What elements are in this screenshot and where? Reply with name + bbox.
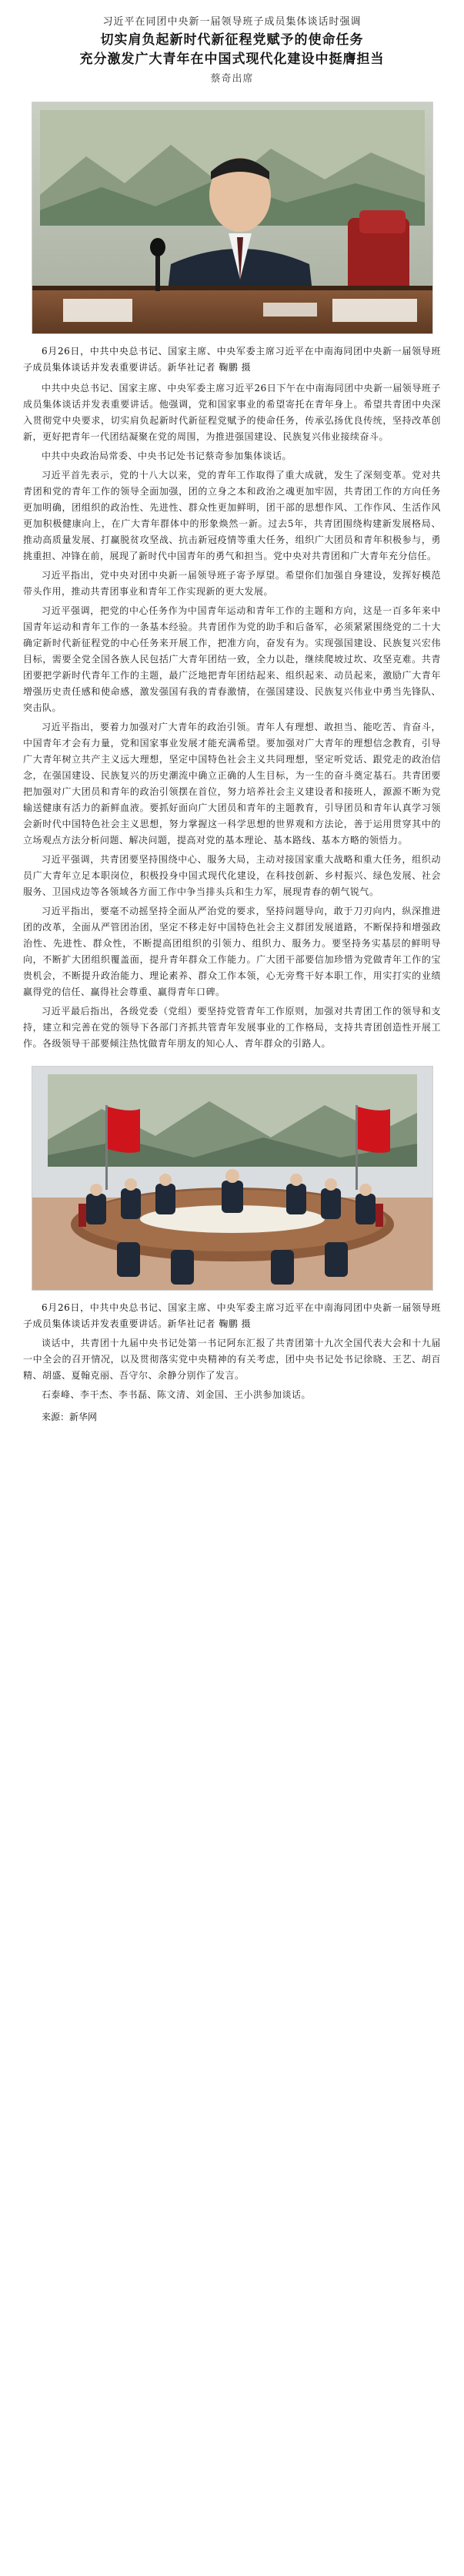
article-header	[18, 14, 446, 88]
paragraph-7: 习近平强调，共青团要坚持围绕中心、服务大局，主动对接国家重大战略和重大任务，组织动员广大青年立足本职岗位，积极投身中国式现代化建设，在科技创新、乡村振兴、绿色发展、社会服务、卫国戍边等各领域各方面工作中争当排头兵和生力军，展现青春的朝气锐气。	[23, 854, 441, 897]
paragraph-3: 习近平首先表示，党的十八大以来，党的青年工作取得了重大成就，发生了深刻变革。党对共青团和党的青年工作的领导全面加强，团的立身之本和政治之魂更加牢固，共青团工作的方向任务更加明确，团组织的政治性、先进性、群众性更加鲜明，团干部的思想作风、工作作风、生活作风更加积极健康向上，在广大青年群体中的形象焕然一新。过去5年，共青团围绕构建新发展格局、推动高质量发展、打赢脱贫攻坚战、抗击新冠疫情等重大任务，组织广大团员和青年积极参与，勇挑重担、冲锋在前，展现了新时代中国青年的勇气和担当。党中央对共青团和广大青年充分信任。	[23, 470, 441, 561]
article-dateline: 蔡奇出席	[210, 73, 254, 85]
photo-caption-2: 6月26日，中共中央总书记、国家主席、中央军委主席习近平在中南海同团中央新一届领导班子成员集体谈话并发表重要讲话。新华社记者 鞠鹏 摄	[23, 1302, 441, 1329]
speaker-photo-illustration	[32, 102, 432, 333]
speaker-photo	[32, 102, 433, 334]
closing-paragraph-2: 石泰峰、李干杰、李书磊、陈文清、刘金国、王小洪参加谈话。	[42, 1389, 312, 1400]
paragraph-5: 习近平强调，把党的中心任务作为中国青年运动和青年工作的主题和方向，这是一百多年来中国青年运动和青年工作的一条基本经验。共青团作为党的助手和后备军，必须紧紧围绕党的二十大确定新时代新征程党的中心任务来开展工作，把准方向，奋发有为。实现强国建设、民族复兴宏伟目标，需要全党全国各族人民包括广大青年团结一致，全力以赴，继续爬坡过坎、攻坚克难。共青团要把学新时代青年工作的主题，最广泛地把青年团结起来、组织起来、动员起来，激励广大青年增强历史责任感和使命感，激发强国有我的青春激情，在强国建设、民族复兴伟业中勇当先锋队、突击队。	[23, 605, 441, 713]
paragraph-6: 习近平指出，要着力加强对广大青年的政治引领。青年人有理想、敢担当、能吃苦、肯奋斗，中国青年才会有力量，党和国家事业发展才能充满希望。要加强对广大青年的理想信念教育，引导广大青年树立共产主义远大理想，坚定中国特色社会主义共同理想，坚定听党话、跟党走的政治信念，在强国建设、民族复兴的历史潮流中确立正确的人生目标，为一生的奋斗奠定基石。共青团要把加强对广大团员和青年的政治引领摆在首位，努力培养社会主义建设者和接班人，源源不断为党输送健康有活力的新鲜血液。要抓好面向广大团员和青年的主题教育，引导团员和青年认真学习领会新时代中国特色社会主义思想，努力掌握这一科学思想的世界观和方法论，善于运用贯穿其中的立场观点方法分析问题、解决问题，提高对党的基本理论、基本路线、基本方略的领悟力。	[23, 722, 441, 846]
paragraph-8: 习近平指出，要毫不动摇坚持全面从严治党的要求，坚持问题导向，敢于刀刃向内，纵深推进团的改革，全面从严管团治团，坚定不移走好中国特色社会主义群团发展道路，不断保持和增强政治性、先进性、群众性，不断提高团组织的引领力、组织力、服务力。要坚持务实基层的鲜明导向，不断扩大团组织覆盖面，提升青年群众工作能力。广大团干部要信加珍惜为党做青年工作的宝贵机会，不断提升政治能力、理论素养、群众工作本领，心无旁骛干好本职工作，用实打实的业绩赢得党的信任、赢得社会尊重、赢得青年口碑。	[23, 906, 441, 997]
article-source: 来源：新华网	[42, 1412, 98, 1422]
photo-caption-1: 6月26日，中共中央总书记、国家主席、中央军委主席习近平在中南海同团中央新一届领导班子成员集体谈话并发表重要讲话。新华社记者 鞠鹏 摄	[23, 346, 441, 373]
closing-paragraph-1: 谈话中，共青团十九届中央书记处第一书记阿东汇报了共青团第十九次全国代表大会和十九届一中全会的召开情况，以及贯彻落实党中央精神的有关考虑，团中央书记处书记徐晓、王艺、胡百精、胡盛、夏翰克丽、吾守尔、余静分别作了发言。	[23, 1338, 441, 1381]
paragraph-1: 中共中央总书记、国家主席、中央军委主席习近平26日下午在中南海同团中央新一届领导班子成员集体谈话并发表重要讲话。他强调，党和国家事业的希望寄托在青年身上。希望共青团中央深入贯彻党中央要求，切实肩负起新时代新征程党赋予的使命任务，传承弘扬优良传统，坚持改革创新，更好把青年一代团结凝聚在党的周围，为推进强国建设、民族复兴伟业接续奋斗。	[23, 383, 441, 442]
meeting-photo	[32, 1066, 433, 1291]
paragraph-2: 中共中央政治局常委、中央书记处书记蔡奇参加集体谈话。	[42, 451, 292, 461]
paragraph-9: 习近平最后指出，各级党委（党组）要坚持党管青年工作原则，加强对共青团工作的领导和支持，建立和完善在党的领导下各部门齐抓共管青年发展事业的工作格局，支持共青团创造性开展工作。各级领导干部要倾注热忱做青年朋友的知心人、青年群众的引路人。	[23, 1006, 441, 1049]
article-headline-line-2: 充分激发广大青年在中国式现代化建设中挺膺担当	[79, 52, 385, 67]
paragraph-4: 习近平指出，党中央对团中央新一届领导班子寄予厚望。希望你们加强自身建设，发挥好模范带头作用，推动共青团事业和青年工作实现新的更大发展。	[23, 570, 441, 597]
meeting-photo-illustration	[32, 1067, 432, 1290]
article-headline-line-1: 切实肩负起新时代新征程党赋予的使命任务	[100, 32, 364, 48]
article-kicker: 习近平在同团中央新一届领导班子成员集体谈话时强调	[102, 16, 362, 28]
article-body	[18, 380, 446, 1052]
